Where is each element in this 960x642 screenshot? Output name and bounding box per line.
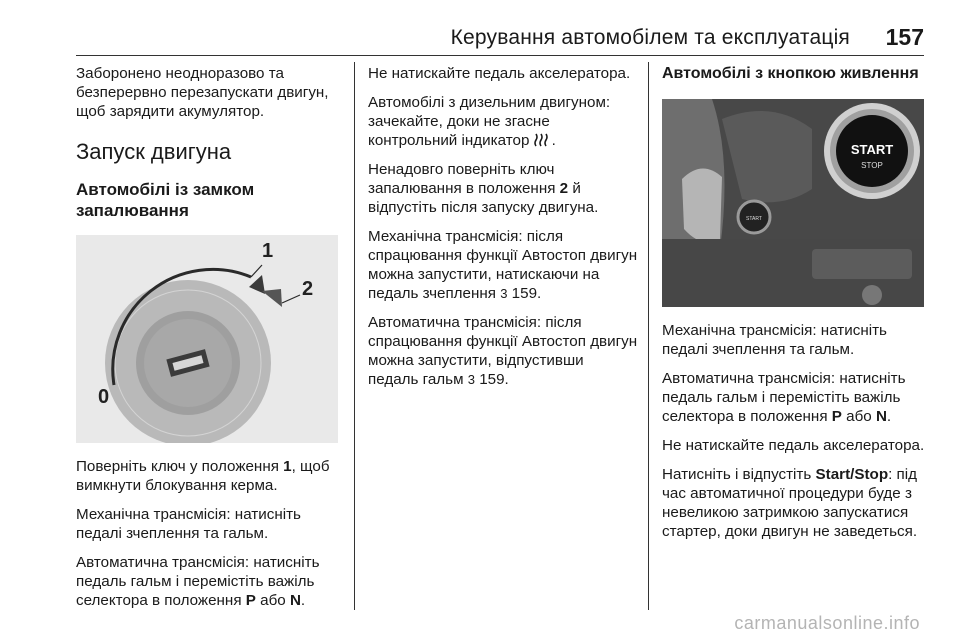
intro-paragraph: Заборонено неодноразово та безперервно перезапускати двигун, щоб зарядити акумулятор.	[76, 65, 329, 120]
page-reference-arrow-icon[interactable]: 3	[467, 372, 475, 387]
middle-column	[368, 64, 638, 399]
start-stop-button-photo	[662, 99, 924, 307]
label-position-0: 0	[98, 386, 110, 408]
header-title: Керування автомобілем та експлуатація	[450, 26, 850, 49]
watermark: carmanualsonline.info	[734, 613, 920, 633]
middle-paragraph-5: Автоматична трансмісія: після спрацювання функції Автостоп двигун можна запустити, відпустивши педаль гальм 3 159.	[368, 314, 638, 388]
middle-paragraph-1: Не натискайте педаль акселератора.	[368, 65, 631, 82]
middle-paragraph-3: Ненадовго поверніть ключ запалювання в положення 2 й відпустіть після запуску двигуна.	[368, 161, 599, 216]
ignition-lock-figure	[76, 235, 338, 443]
header-rule	[76, 55, 924, 56]
left-paragraph-1: Поверніть ключ у положення 1, щоб вимкнути блокування керма.	[76, 458, 330, 494]
left-column	[76, 64, 346, 620]
right-paragraph-4: Натисніть і відпустіть Start/Stop: під час автоматичної процедури буде з невеликою затримкою запускатися стартер, доки двигун не заведеться.	[662, 466, 918, 540]
middle-paragraph-4: Механічна трансмісія: після спрацювання функції Автостоп двигун можна запустити, натискаючи на педаль зчеплення 3 159.	[368, 228, 638, 302]
right-paragraph-3: Не натискайте педаль акселератора.	[662, 437, 925, 454]
right-column	[662, 64, 932, 551]
steering-wheel-rim	[682, 168, 722, 242]
label-position-2: 2	[302, 278, 314, 300]
start-label: START	[850, 142, 894, 157]
console-knob	[862, 285, 882, 305]
section-title: Запуск двигуна	[76, 139, 232, 164]
right-paragraph-2: Автоматична трансмісія: натисніть педаль гальм і перемістіть важіль селектора в положення P або N.	[662, 370, 906, 425]
small-button-label: START	[746, 216, 762, 222]
glow-plug-icon	[534, 133, 552, 147]
middle-paragraph-2: Автомобілі з дизельним двигуном: зачекайте, доки не згасне контрольний індикатор .	[368, 94, 611, 149]
right-paragraph-1: Механічна трансмісія: натисніть педалі зчеплення та гальм.	[662, 322, 887, 358]
subsection-title: Автомобілі із замком запалювання	[76, 180, 255, 220]
page-number: 157	[885, 24, 924, 50]
column-divider	[648, 62, 649, 610]
stop-label: STOP	[861, 161, 883, 170]
label-position-1: 1	[262, 240, 274, 262]
right-section-title: Автомобілі з кнопкою живлення	[662, 65, 919, 82]
column-divider	[354, 62, 355, 610]
console-switches	[812, 249, 912, 279]
left-paragraph-3: Автоматична трансмісія: натисніть педаль гальм і перемістіть важіль селектора в положення P або N.	[76, 554, 320, 609]
left-paragraph-2: Механічна трансмісія: натисніть педалі зчеплення та гальм.	[76, 506, 301, 542]
page-reference-arrow-icon[interactable]: 3	[500, 286, 508, 301]
